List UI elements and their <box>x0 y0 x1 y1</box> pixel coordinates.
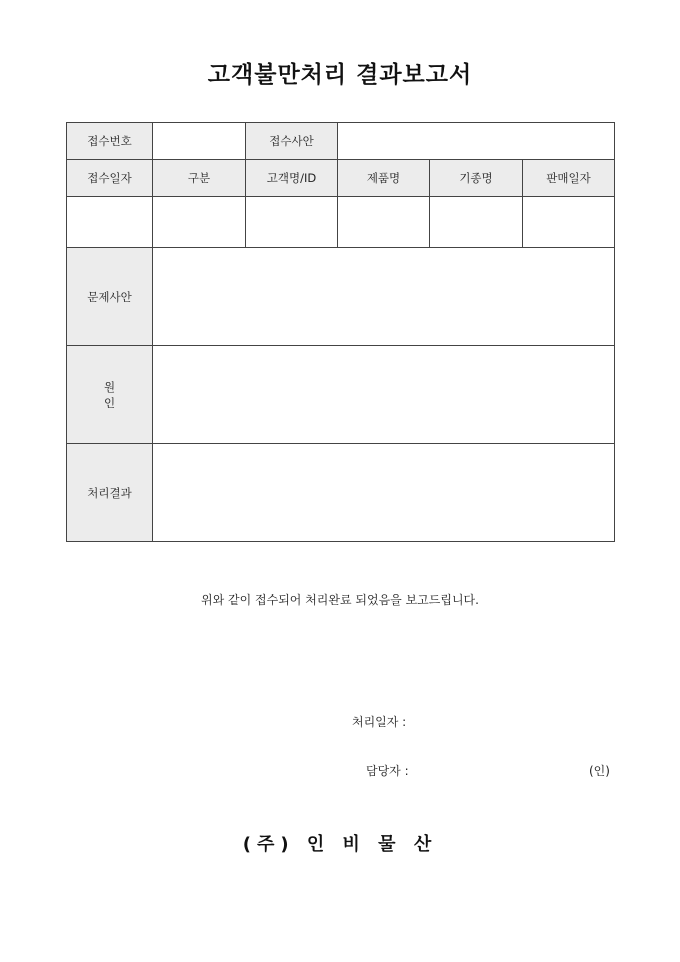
document-title: 고객불만처리 결과보고서 <box>207 61 473 88</box>
customer-name-field[interactable] <box>246 197 338 248</box>
receipt-number-label: 접수번호 <box>67 123 153 160</box>
table-row <box>67 248 615 346</box>
product-name-header: 제품명 <box>338 160 430 197</box>
receipt-date-field[interactable] <box>67 197 153 248</box>
manager-label: 담당자 : <box>366 764 409 778</box>
sale-date-field[interactable] <box>523 197 615 248</box>
table-header-row <box>67 160 615 197</box>
result-label: 처리결과 <box>67 444 153 542</box>
model-name-field[interactable] <box>430 197 523 248</box>
table-row <box>67 444 615 542</box>
complaint-report-form <box>66 122 615 542</box>
cause-label: 원 인 <box>67 346 153 444</box>
report-statement: 위와 같이 접수되어 처리완료 되었음을 보고드립니다. <box>201 593 479 607</box>
table-row <box>67 197 615 248</box>
process-date-label: 처리일자 : <box>352 715 407 729</box>
customer-name-header: 고객명/ID <box>246 160 338 197</box>
cause-field[interactable] <box>153 346 615 444</box>
result-field[interactable] <box>153 444 615 542</box>
table-row <box>67 346 615 444</box>
model-name-header: 기종명 <box>430 160 523 197</box>
product-name-field[interactable] <box>338 197 430 248</box>
receipt-matter-label: 접수사안 <box>246 123 338 160</box>
receipt-date-header: 접수일자 <box>67 160 153 197</box>
category-header: 구분 <box>153 160 246 197</box>
problem-field[interactable] <box>153 248 615 346</box>
problem-label: 문제사안 <box>67 248 153 346</box>
receipt-number-field[interactable] <box>153 123 246 160</box>
sale-date-header: 판매일자 <box>523 160 615 197</box>
company-name: (주) 인 비 물 산 <box>242 834 438 855</box>
seal-mark: (인) <box>589 764 610 778</box>
receipt-matter-field[interactable] <box>338 123 615 160</box>
category-field[interactable] <box>153 197 246 248</box>
table-row <box>67 123 615 160</box>
